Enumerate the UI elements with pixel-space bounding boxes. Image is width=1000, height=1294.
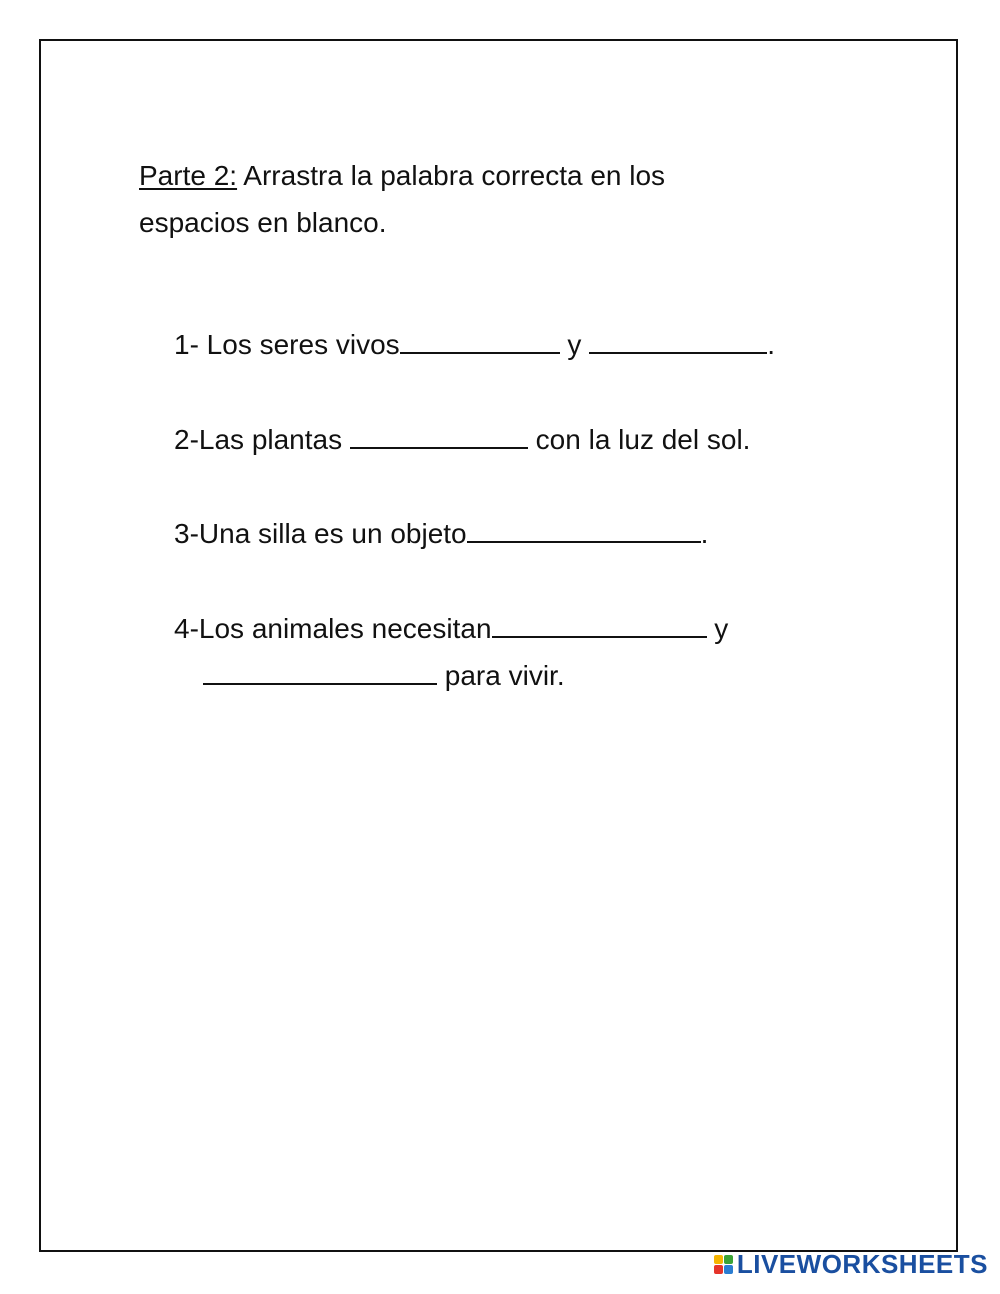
part-label: Parte 2:: [139, 160, 238, 191]
question-2-text-b: con la luz del sol.: [527, 424, 751, 455]
logo-block-green: [724, 1255, 733, 1264]
question-1: [174, 321, 775, 368]
liveworksheets-watermark: [714, 1249, 988, 1280]
question-1-text-b: y: [559, 329, 590, 360]
question-2: [174, 416, 750, 463]
instruction-line-1: Arrastra la palabra correcta en los: [243, 160, 666, 191]
drop-blank-4b[interactable]: [203, 657, 437, 685]
drop-blank-4a[interactable]: [492, 610, 707, 638]
question-3-text-b: .: [700, 518, 709, 549]
question-3: [174, 510, 708, 557]
question-1-text-a: 1- Los seres vivos: [174, 329, 400, 360]
drop-blank-1b[interactable]: [589, 326, 767, 354]
drop-blank-3[interactable]: [467, 515, 701, 543]
drop-blank-2[interactable]: [350, 421, 528, 449]
question-1-text-c: .: [767, 329, 775, 360]
logo-block-yellow: [714, 1255, 723, 1264]
question-4-text-a: 4-Los animales necesitan: [174, 613, 492, 644]
watermark-text: LIVEWORKSHEETS: [736, 1249, 988, 1279]
liveworksheets-logo-icon: [714, 1255, 733, 1274]
logo-block-red: [714, 1265, 723, 1274]
question-4: [174, 605, 728, 652]
instructions: [139, 152, 839, 246]
question-2-text-a: 2-Las plantas: [174, 424, 350, 455]
logo-block-blue: [724, 1265, 733, 1274]
question-4-text-c: para vivir.: [437, 660, 565, 691]
drop-blank-1a[interactable]: [400, 326, 560, 354]
question-4-continuation: [203, 652, 565, 699]
instruction-line-2: espacios en blanco.: [139, 207, 387, 238]
question-3-text-a: 3-Una silla es un objeto: [174, 518, 467, 549]
question-4-text-b: y: [706, 613, 729, 644]
